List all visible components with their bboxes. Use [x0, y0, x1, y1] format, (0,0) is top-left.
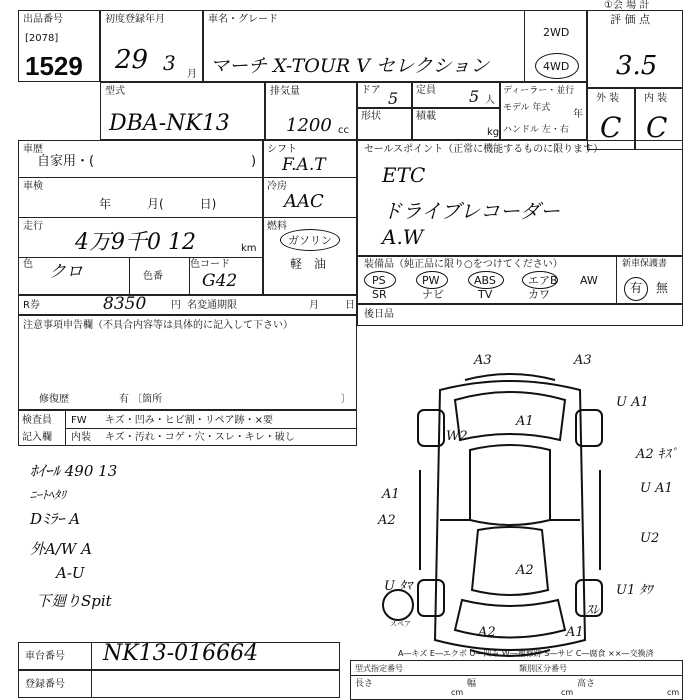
doors-value: 5: [388, 89, 399, 108]
length-label: 長さ: [355, 679, 374, 689]
mark-left-rear: U ﾀﾏ: [384, 579, 413, 594]
equip-airbag: エアB: [528, 274, 558, 287]
warranty-no: 無: [656, 281, 669, 295]
mark-rear-bumper-scuff: ｽﾚ: [586, 603, 599, 618]
dimensions-block: [350, 660, 683, 700]
inspect-label: 車検: [23, 181, 43, 192]
chassis-label: 車台番号: [25, 651, 65, 662]
width-unit: cm: [561, 688, 574, 697]
inspector-label-2: 記入欄: [22, 432, 52, 443]
seats-value: 5: [469, 87, 480, 106]
mark-rear-bumper-left: A2: [478, 625, 496, 640]
spare-label: スペア: [390, 620, 411, 628]
lot-number: 1529: [25, 51, 83, 81]
mark-left-front-door: A1: [382, 487, 400, 502]
expiry-day: 日: [345, 300, 355, 311]
equip-sr: SR: [372, 288, 387, 301]
warranty-yes: 有: [630, 281, 643, 295]
divider: [351, 675, 683, 676]
month-unit: 月: [187, 69, 197, 80]
mark-rear-bumper-right: A1: [566, 625, 584, 640]
width-label: 幅: [467, 679, 477, 689]
mark-rear-right: U1 ﾀﾜ: [616, 583, 653, 598]
mark-front-right: A3: [574, 353, 592, 368]
mark-left-rear-door: A2: [378, 513, 396, 528]
notes-title: 注意事項申告欄（不具合内容等は具体的に記入して下さい）: [23, 320, 293, 331]
seats-unit: 人: [485, 95, 495, 106]
equipment-title: 装備品（純正品に限り○をつけてください）: [364, 259, 563, 270]
model-year-label: モデル 年式: [503, 103, 551, 113]
handwritten-note-3: Dﾐﾗｰ A: [30, 510, 81, 528]
class-label: 類別区分番号: [519, 664, 567, 673]
divider: [91, 643, 92, 670]
mark-tailgate: A2: [516, 563, 534, 578]
equip-pw: PW: [422, 274, 440, 287]
model-label: 型式: [105, 86, 125, 97]
use-value: 自家用・(: [37, 154, 95, 169]
height-label: 高さ: [577, 679, 596, 689]
mark-right-front-door: A2 ｷｽﾞ: [636, 447, 678, 462]
chassis-row: [18, 642, 340, 670]
handwritten-note-4: 外A/W A: [30, 540, 92, 558]
mark-right-fender: U A1: [616, 395, 649, 410]
displacement-value: 1200: [286, 115, 332, 136]
repair-label: 修復歴: [39, 394, 69, 405]
seats-label: 定員: [416, 85, 436, 96]
expiry-label: 名変通期限: [187, 300, 237, 311]
name-grade-value: マーチ X-TOUR V セレクション: [210, 55, 490, 77]
reg-month: 3: [163, 51, 176, 75]
recycle-label: R券: [23, 300, 40, 311]
shift-label: シフト: [267, 144, 297, 155]
equip-abs: ABS: [474, 274, 496, 287]
dealer-label: ディーラー・並行: [503, 86, 575, 96]
designated-label: 型式指定番号: [355, 664, 403, 673]
recycle-yen: 円: [171, 300, 181, 311]
mark-right-quarter: U2: [640, 531, 660, 546]
mark-bonnet: A1: [516, 414, 534, 429]
handwritten-note-5: A-U: [56, 564, 85, 582]
model-year-unit: 年: [573, 109, 583, 120]
handle-label: ハンドル 左・右: [503, 125, 569, 135]
interior-value: C: [646, 111, 668, 144]
later-docs-label: 後日品: [364, 309, 394, 320]
color-value: クロ: [49, 262, 83, 282]
expiry-month: 月: [309, 300, 319, 311]
venue-tag: ①会 場 計: [604, 0, 650, 11]
interior-label: 内 装: [644, 93, 668, 104]
mark-front-left: A3: [474, 353, 492, 368]
chassis-value: NK13-016664: [103, 642, 259, 666]
equip-navi: ナビ: [422, 288, 444, 301]
inspector-fw: FW: [71, 415, 87, 426]
height-unit: cm: [667, 688, 680, 697]
inspector-row-2: キズ・汚れ・コゲ・穴・スレ・キレ・破し: [105, 432, 295, 443]
divider: [91, 671, 92, 698]
sales-point-3: A.W: [382, 225, 424, 249]
exterior-value: C: [600, 111, 622, 144]
registration-row: [18, 670, 340, 698]
equip-leather: カワ: [528, 288, 550, 301]
equip-aw: AW: [580, 274, 598, 287]
ac-value: AAC: [284, 191, 324, 212]
reg-year: 29: [115, 45, 149, 75]
color-label: 色: [23, 259, 33, 270]
mark-windshield: W2: [446, 429, 468, 444]
mark-right-rear-door: U A1: [640, 481, 673, 496]
length-unit: cm: [451, 688, 464, 697]
displacement-label: 排気量: [270, 86, 300, 97]
fuel-value: ガソリン: [288, 234, 332, 247]
handwritten-note-6: 下廻りSpit: [36, 592, 112, 610]
grade-value: 3.5: [616, 51, 658, 81]
fuel-alt: 軽 油: [290, 257, 327, 271]
fuel-label: 燃料: [267, 221, 287, 232]
drive-4wd: 4WD: [543, 60, 570, 73]
sales-point-1: ETC: [382, 163, 426, 187]
first-reg-label: 初度登録年月: [105, 14, 165, 25]
repair-close: 〕: [341, 394, 351, 405]
use-label: 車歴: [23, 144, 43, 155]
load-label: 積載: [416, 111, 436, 122]
equip-ps: PS: [372, 274, 386, 287]
inspector-label-1: 検査員: [22, 415, 52, 426]
handwritten-note-2: ﾆｰﾄﾍﾀﾘ: [30, 488, 67, 502]
color-number-label: 色番: [143, 271, 163, 282]
shift-value: F.A.T: [282, 155, 326, 175]
mileage-label: 走行: [23, 221, 43, 232]
sales-point-2: ドライブレコーダー: [382, 199, 560, 223]
shape-label: 形状: [361, 111, 381, 122]
grade-label: 評 価 点: [610, 13, 650, 26]
lot-sub: [2078]: [25, 33, 59, 44]
exterior-label: 外 装: [596, 93, 620, 104]
new-car-warranty-label: 新車保護書: [622, 259, 668, 269]
inspect-date: 年 月( 日): [99, 197, 217, 211]
repair-value: 有 〔箇所: [119, 394, 163, 405]
recycle-value: 8350: [103, 295, 147, 314]
inspector-row-1: キズ・凹み・ヒビ割・リペア跡・×要: [105, 415, 273, 426]
damage-legend: A―キズ E―エクボ U―凹み W―補修跡 S―サビ C―腐食 ××―交換済: [398, 649, 654, 658]
mileage-value: 4万9千0 12: [75, 230, 196, 255]
doors-label: ドア: [361, 85, 381, 96]
color-code-value: G42: [202, 271, 238, 291]
sales-points-title: セールスポイント（正常に機能するものに限ります）: [364, 144, 604, 155]
drive-2wd: 2WD: [543, 26, 570, 39]
lot-label: 出品番号: [23, 14, 63, 25]
cc-unit: cc: [338, 125, 349, 136]
ac-label: 冷房: [267, 181, 287, 192]
handwritten-note-1: ﾎｲｰﾙ 490 13: [30, 462, 118, 480]
inspector-interior: 内装: [71, 432, 91, 443]
kg-unit: kg: [487, 127, 500, 138]
registration-label: 登録番号: [25, 679, 65, 690]
equip-tv: TV: [478, 288, 493, 301]
color-code-label: 色コード: [190, 259, 230, 270]
model-value: DBA-NK13: [109, 111, 230, 136]
name-grade-label: 車名・グレード: [208, 14, 278, 25]
use-close: ): [251, 154, 257, 169]
km-unit: km: [241, 243, 257, 254]
